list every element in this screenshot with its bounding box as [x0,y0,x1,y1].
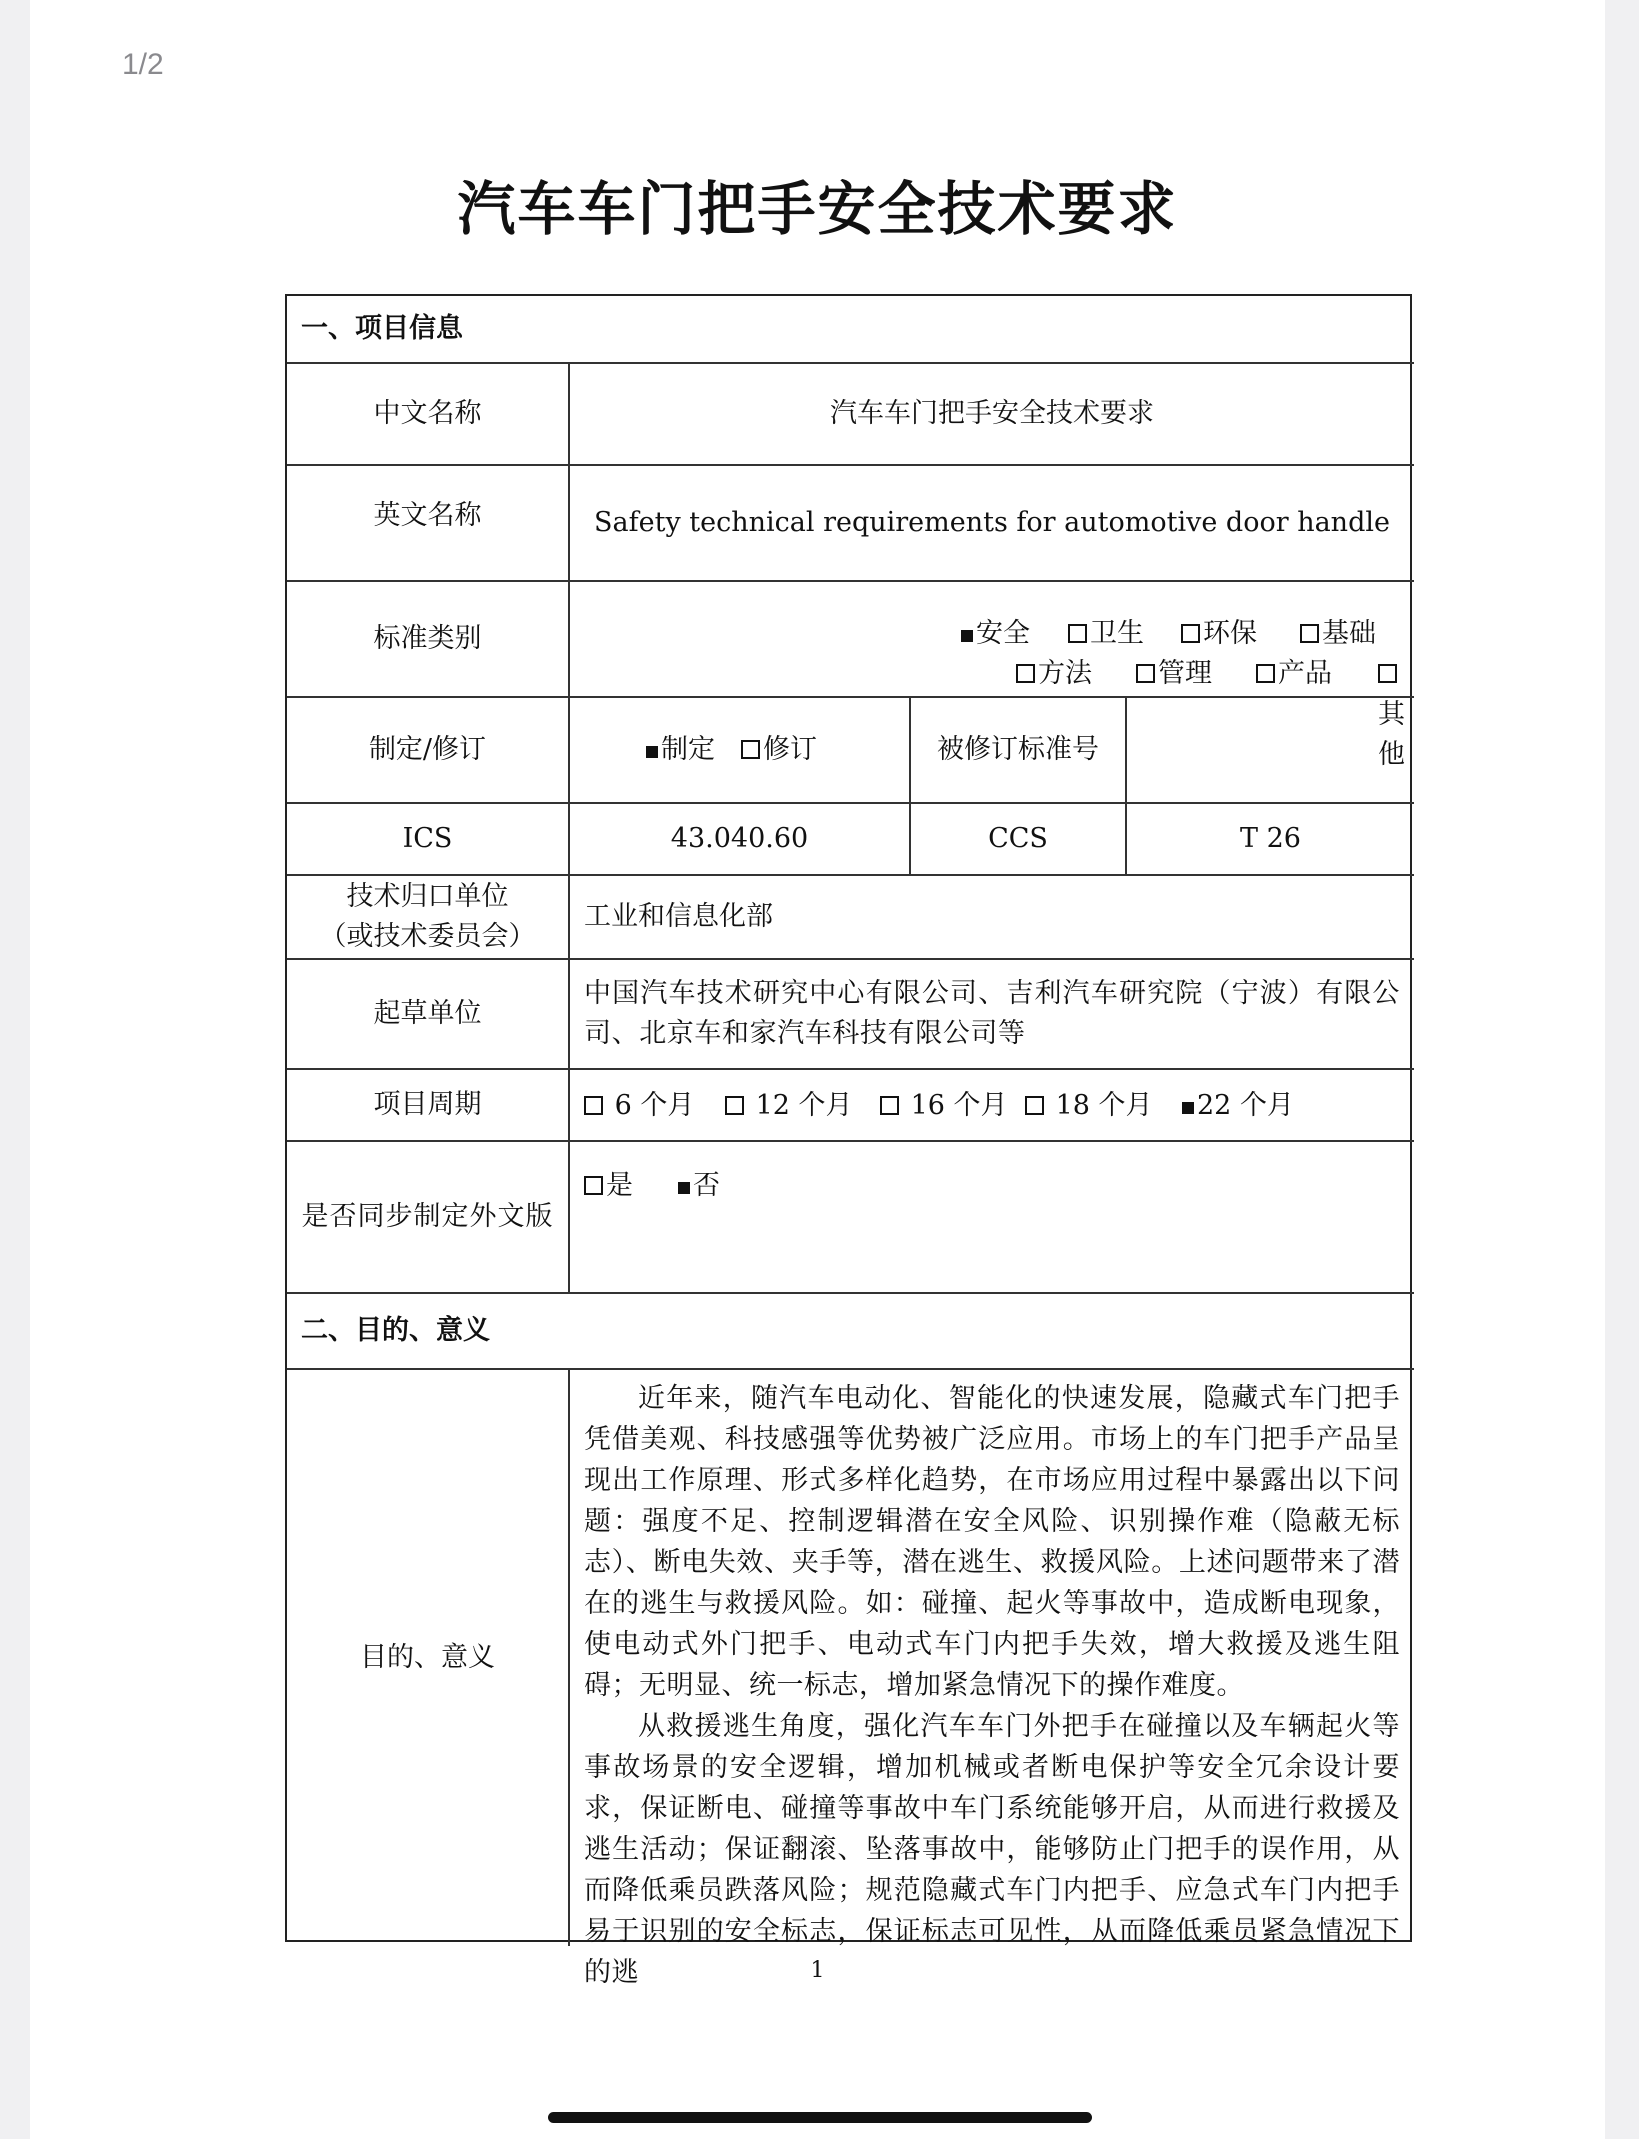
foreign-option-yes[interactable] [584,1166,633,1207]
category-option-jichu[interactable] [1300,614,1376,655]
cn-name-label: 中文名称 [287,364,570,466]
section1-heading: 一、项目信息 [287,296,1414,364]
period-label: 项目周期 [287,1070,570,1142]
purpose-paragraph-2: 从救援逃生角度，强化汽车车门外把手在碰撞以及车辆起火等事故场景的安全逻辑，增加机械或者断电保护等安全冗余设计要求，保证断电、碰撞等事故中车门系统能够开启，从而进行救援及逃生活动；保证翻滚、坠落事故中，能够防止门把手的误作用，从而降低乘员跌落风险；规范隐藏式车门内把手、应急式车门内把手易于识别的安全标志，保证标志可见性，从而降低乘员紧急情况下的逃 [584,1711,1400,1988]
period-option-label: 6 个月 [614,1090,695,1121]
period-options [570,1070,1414,1142]
revision-option-label: 制定 [661,733,715,765]
category-option-guanli[interactable] [1136,654,1212,695]
revised-std-value [1127,698,1414,804]
cn-name-value: 汽车车门把手安全技术要求 [570,364,1414,466]
checked-box-icon [1182,1102,1194,1114]
revision-option-xiuding[interactable] [741,730,817,771]
unchecked-box-icon [1256,664,1275,683]
unchecked-box-icon [741,740,760,759]
category-option-anquan[interactable] [961,614,1030,655]
document-title: 汽车车门把手安全技术要求 [457,175,1178,243]
revision-option-zhiding[interactable] [646,730,715,771]
category-option-label: 方法 [1038,658,1092,689]
tech-unit-label-line2: （或技术委员会） [319,921,536,952]
foreign-options [570,1142,1414,1294]
unchecked-box-icon [1181,624,1200,643]
en-name-label: 英文名称 [287,466,570,582]
unchecked-box-icon [880,1096,899,1115]
foreign-option-label: 是 [606,1170,633,1201]
purpose-label: 目的、意义 [287,1370,570,1946]
checked-box-icon [646,746,658,758]
revision-option-label: 修订 [763,733,817,765]
category-option-huanbao[interactable] [1181,614,1257,655]
ics-value: 43.040.60 [570,804,911,876]
category-option-label: 管理 [1158,658,1212,689]
category-option-label: 环保 [1203,618,1257,649]
category-option-label: 基础 [1322,618,1376,649]
unchecked-box-icon [725,1096,744,1115]
home-indicator[interactable] [548,2112,1092,2123]
period-option-label: 22 个月 [1197,1090,1294,1121]
revision-label: 制定/修订 [287,698,570,804]
en-name-value: Safety technical requirements for automotive door handle [570,466,1414,582]
unchecked-box-icon [584,1096,603,1115]
category-option-fangfa[interactable] [1016,654,1092,695]
unchecked-box-icon [584,1176,603,1195]
unchecked-box-icon [1068,624,1087,643]
category-option-label: 安全 [976,618,1030,649]
period-option-6[interactable] [584,1086,694,1127]
checked-box-icon [961,630,973,642]
ics-label: ICS [287,804,570,876]
category-option-chanpin[interactable] [1256,654,1332,695]
purpose-text [570,1370,1414,1988]
tech-unit-label [287,876,570,960]
tech-unit-value: 工业和信息化部 [570,876,1414,960]
period-option-12[interactable] [725,1086,853,1127]
foreign-option-no[interactable] [678,1166,720,1207]
unchecked-box-icon [1300,624,1319,643]
unchecked-box-icon [1136,664,1155,683]
checked-box-icon [678,1182,690,1194]
ccs-label: CCS [911,804,1127,876]
tech-unit-label-line1: 技术归口单位 [346,881,509,912]
project-info-table [285,294,1412,1988]
period-option-22[interactable] [1182,1086,1294,1127]
unchecked-box-icon [1025,1096,1044,1115]
period-option-label: 16 个月 [910,1090,1008,1121]
purpose-paragraph-1: 近年来，随汽车电动化、智能化的快速发展，隐藏式车门把手凭借美观、科技感强等优势被广泛应用。市场上的车门把手产品呈现出工作原理、形式多样化趋势，在市场应用过程中暴露出以下问题：强度不足、控制逻辑潜在安全风险、识别操作难（隐蔽无标志）、断电失效、夹手等，潜在逃生、救援风险。上述问题带来了潜在的逃生与救援风险。如：碰撞、起火等事故中，造成断电现象，使电动式外门把手、电动式车门内把手失效，增大救援及逃生阻碍；无明显、统一标志，增加紧急情况下的操作难度。 [584,1383,1400,1701]
document-page [30,0,1605,2139]
category-option-weisheng[interactable] [1068,614,1144,655]
category-label: 标准类别 [287,582,570,698]
foreign-option-label: 否 [693,1170,720,1201]
foreign-label: 是否同步制定外文版 [287,1142,570,1294]
revised-std-label: 被修订标准号 [911,698,1127,804]
section2-heading: 二、目的、意义 [287,1294,1414,1370]
category-option-label: 其他 [1378,698,1405,770]
page-indicator: 1/2 [122,48,164,81]
ccs-value: T 26 [1127,804,1414,876]
period-option-label: 12 个月 [755,1090,853,1121]
page-number: 1 [810,1958,825,1983]
period-option-16[interactable] [880,1086,1008,1127]
unchecked-box-icon [1016,664,1035,683]
unchecked-box-icon [1378,664,1397,683]
period-option-18[interactable] [1025,1086,1153,1127]
drafting-value: 中国汽车技术研究中心有限公司、吉利汽车研究院（宁波）有限公司、北京车和家汽车科技有限公司等 [570,960,1414,1070]
category-option-label: 产品 [1278,658,1332,689]
period-option-label: 18 个月 [1055,1090,1153,1121]
revision-options [570,698,911,804]
drafting-label: 起草单位 [287,960,570,1070]
category-option-label: 卫生 [1090,618,1144,649]
